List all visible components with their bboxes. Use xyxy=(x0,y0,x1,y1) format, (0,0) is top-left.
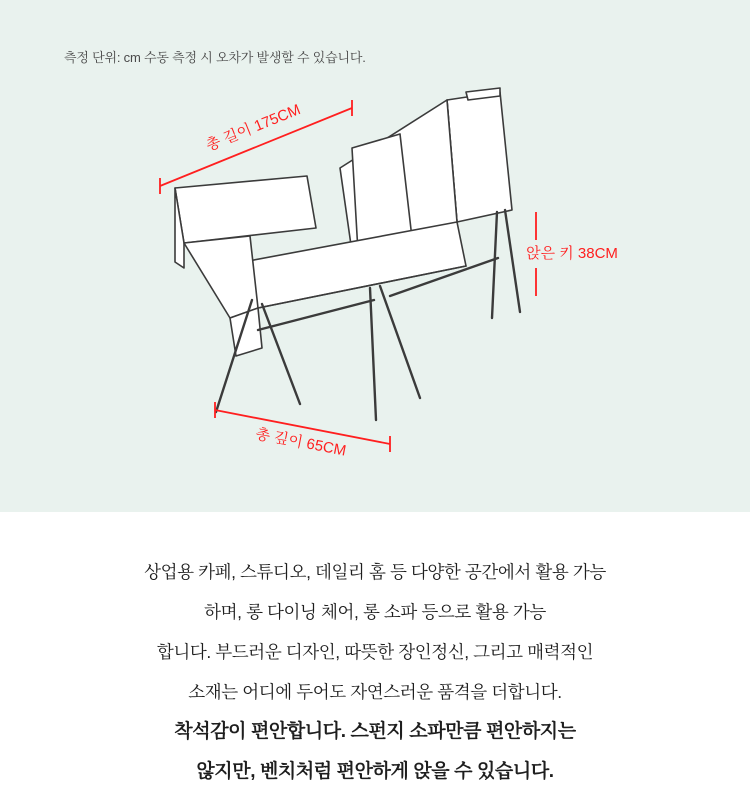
description-bold-line-2: 않지만, 벤치처럼 편안하게 앉을 수 있습니다. xyxy=(196,761,554,782)
description-bold-line-1: 착석감이 편안합니다. 스펀지 소파만큼 편안하지는 xyxy=(174,721,576,742)
description-line-2: 하며, 롱 다이닝 체어, 롱 소파 등으로 활용 가능 xyxy=(204,602,546,622)
dimension-label-height: 앉은 키 38CM xyxy=(526,245,618,262)
description-line-3: 합니다. 부드러운 디자인, 따뜻한 장인정신, 그리고 매력적인 xyxy=(156,642,594,662)
measurement-note: 측정 단위: cm 수동 측정 시 오차가 발생할 수 있습니다. xyxy=(64,50,366,65)
description-line-1: 상업용 카페, 스튜디오, 데일리 홈 등 다양한 공간에서 활용 가능 xyxy=(144,562,606,582)
dimension-label-length: 총 길이 175CM xyxy=(203,101,303,155)
dimension-label-depth: 총 깊이 65CM xyxy=(254,425,348,460)
description-line-4: 소재는 어디에 두어도 자연스러운 품격을 더합니다. xyxy=(188,682,562,702)
product-description xyxy=(0,512,750,780)
